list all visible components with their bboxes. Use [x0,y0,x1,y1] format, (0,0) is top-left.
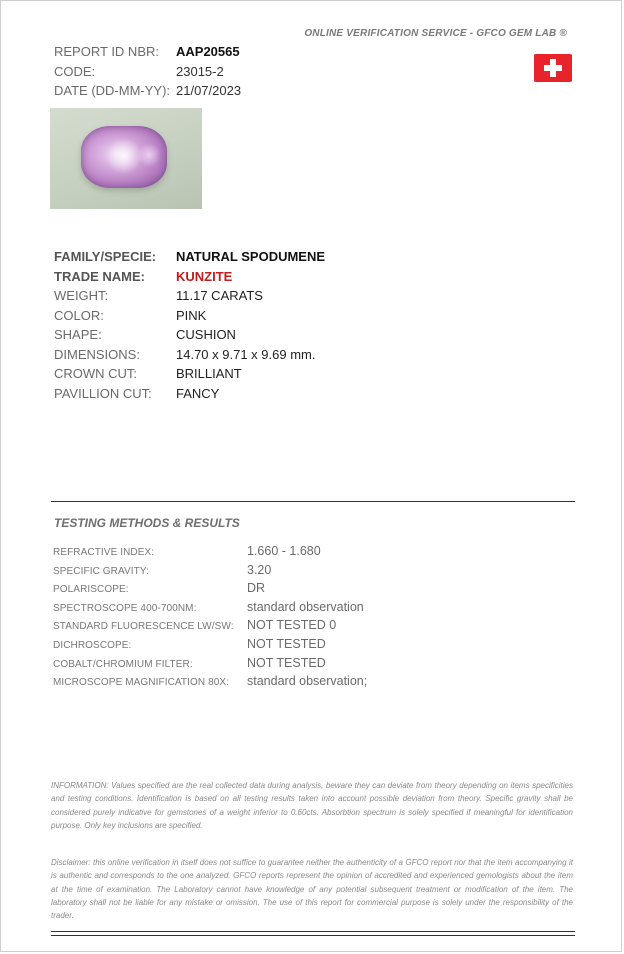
test-value: NOT TESTED [247,636,326,651]
test-row [53,544,367,563]
spec-label: PAVILLION CUT: [54,385,152,401]
spec-row-family [54,247,325,267]
test-value: standard observation [247,599,364,614]
service-title: ONLINE VERIFICATION SERVICE - GFCO GEM LAB ® [304,28,567,39]
gem-photo [50,108,202,209]
test-row [53,656,367,675]
spec-label: TRADE NAME: [54,268,145,284]
test-label: DICHROSCOPE: [53,639,132,651]
test-label: COBALT/CHROMIUM FILTER: [53,658,193,670]
test-value: 1.660 - 1.680 [247,544,321,558]
spec-value: CUSHION [176,327,236,342]
test-row [53,674,367,693]
spec-row-pavillion-cut [54,384,325,404]
spec-row-trade-name [54,267,325,287]
test-label: STANDARD FLUORESCENCE LW/SW: [53,621,234,633]
report-header [54,42,241,101]
spec-row-dimensions [54,345,325,365]
spec-row-color [54,306,325,326]
test-value: DR [247,581,266,596]
spec-label: CROWN CUT: [54,366,138,381]
test-value: standard observation; [247,674,368,689]
date-label: DATE (DD-MM-YY): [54,83,171,98]
test-label: REFRACTIVE INDEX: [53,547,155,558]
test-row [53,637,367,656]
test-row [53,581,367,600]
test-value: NOT TESTED 0 [247,618,337,633]
test-label: SPECIFIC GRAVITY: [53,565,149,577]
footer-divider [51,935,575,936]
spec-label: WEIGHT: [54,288,109,303]
spec-row-shape [54,325,325,345]
code-label: CODE: [54,63,96,79]
spec-value: BRILLIANT [176,366,242,381]
spec-row-crown-cut [54,364,325,384]
spec-value: FANCY [176,385,220,401]
test-row [53,563,367,582]
test-row [53,600,367,619]
spec-label: SHAPE: [54,327,102,342]
testing-results [53,544,367,693]
date-row [54,81,241,101]
spec-value: PINK [176,307,207,323]
divider [51,501,575,502]
test-value: NOT TESTED [247,655,326,670]
test-label: MICROSCOPE MAGNIFICATION 80X: [53,677,230,689]
test-label: POLARISCOPE: [53,584,129,596]
footer-divider [51,931,575,932]
spec-row-weight [54,286,325,306]
spec-label: FAMILY/SPECIE: [54,249,157,264]
date-value: 21/07/2023 [176,83,242,98]
information-text: INFORMATION: Values specified are the real collected data during analysis, beware they can deviate from theory depending on items specificities and testing conditions. Identification is based on all testing results taken into account possible deviation from theory. Specific gravity shall be considered purely indicative for gemstones of a weight inferior to 0.60cts. Absorbtion spectrum is solely specified if meaningful for identification purpose. Only key inclusions are specified. [51,781,573,830]
spec-value: NATURAL SPODUMENE [176,249,326,264]
test-row [53,618,367,637]
swiss-flag-icon [534,54,572,82]
spec-label: COLOR: [54,307,104,323]
report-id-label: REPORT ID NBR: [54,44,159,59]
spec-label: DIMENSIONS: [54,346,140,362]
spec-value: 14.70 x 9.71 x 9.69 mm. [176,346,316,362]
report-id-value[interactable]: AAP20565 [176,44,240,59]
testing-section-title: TESTING METHODS & RESULTS [54,516,240,530]
spec-value: 11.17 CARATS [176,288,263,303]
gem-specs [54,247,325,403]
test-value: 3.20 [247,562,272,577]
code-row [54,62,241,82]
report-id-row [54,42,241,62]
code-value: 23015-2 [176,63,224,79]
disclaimer-text: Disclaimer: this online verification in itself does not suffice to guarantee neither the authenticity of a GFCO report nor that the item accompanying it is authentic and corresponds to the one analyzed. GFCO reports represent the opinion of accredited and experienced gemologists about the item at the time of examination. The Laboratory cannot have knowledge of any potential subsequent treatment or modification of the item. The laboratory shall not be liable for any mistake or omission. The use of this report for commercial purpose is solely under the responsibility of the trader. [51,858,573,921]
test-label: SPECTROSCOPE 400-700NM: [53,602,197,614]
trade-name-value: KUNZITE [176,268,233,284]
